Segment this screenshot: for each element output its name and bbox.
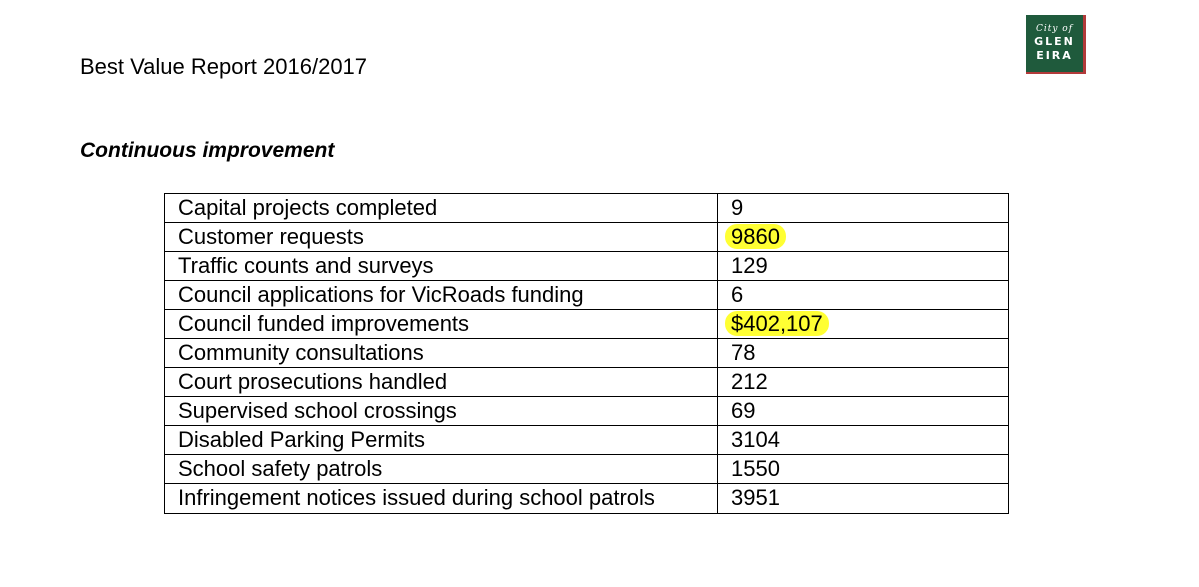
row-value: [718, 397, 1009, 426]
logo-city-of-text: City of: [1035, 24, 1074, 34]
table-row: [165, 281, 1009, 310]
value-text: 212: [731, 369, 768, 394]
row-label: Disabled Parking Permits: [165, 426, 718, 455]
row-label: Supervised school crossings: [165, 397, 718, 426]
table-row: [165, 194, 1009, 223]
table-row: [165, 339, 1009, 368]
row-value: [718, 339, 1009, 368]
row-value: [718, 455, 1009, 484]
value-text: 3951: [731, 485, 780, 510]
row-label: School safety patrols: [165, 455, 718, 484]
row-value: [718, 484, 1009, 514]
value-text: 1550: [731, 456, 780, 481]
table-row: [165, 426, 1009, 455]
row-label: Capital projects completed: [165, 194, 718, 223]
glen-eira-logo: [1026, 15, 1086, 74]
table-row: [165, 368, 1009, 397]
row-value: [718, 281, 1009, 310]
value-text: 129: [731, 253, 768, 278]
table-row: [165, 455, 1009, 484]
row-label: Customer requests: [165, 223, 718, 252]
row-value: [718, 368, 1009, 397]
value-text: 6: [731, 282, 744, 307]
highlighted-value: 9860: [725, 224, 786, 249]
table-row: [165, 310, 1009, 339]
value-text: 9: [731, 195, 744, 220]
logo-eira-text: EIRA: [1036, 49, 1073, 62]
row-value: [718, 310, 1009, 339]
value-text: 69: [731, 398, 756, 423]
value-text: 78: [731, 340, 756, 365]
table-row: [165, 397, 1009, 426]
row-value: [718, 252, 1009, 281]
row-value: [718, 426, 1009, 455]
row-label: Council funded improvements: [165, 310, 718, 339]
row-label: Court prosecutions handled: [165, 368, 718, 397]
continuous-improvement-table: [164, 193, 1009, 514]
table-row: [165, 223, 1009, 252]
row-label: Traffic counts and surveys: [165, 252, 718, 281]
row-label: Community consultations: [165, 339, 718, 368]
row-label: Council applications for VicRoads funding: [165, 281, 718, 310]
row-value: [718, 194, 1009, 223]
logo-glen-text: GLEN: [1034, 35, 1075, 48]
section-heading: Continuous improvement: [80, 139, 335, 162]
row-value: [718, 223, 1009, 252]
table-row: [165, 484, 1009, 514]
table-row: [165, 252, 1009, 281]
report-title: Best Value Report 2016/2017: [80, 54, 368, 79]
value-text: 3104: [731, 427, 780, 452]
row-label: Infringement notices issued during school patrols: [165, 484, 718, 514]
highlighted-value: $402,107: [725, 311, 829, 336]
